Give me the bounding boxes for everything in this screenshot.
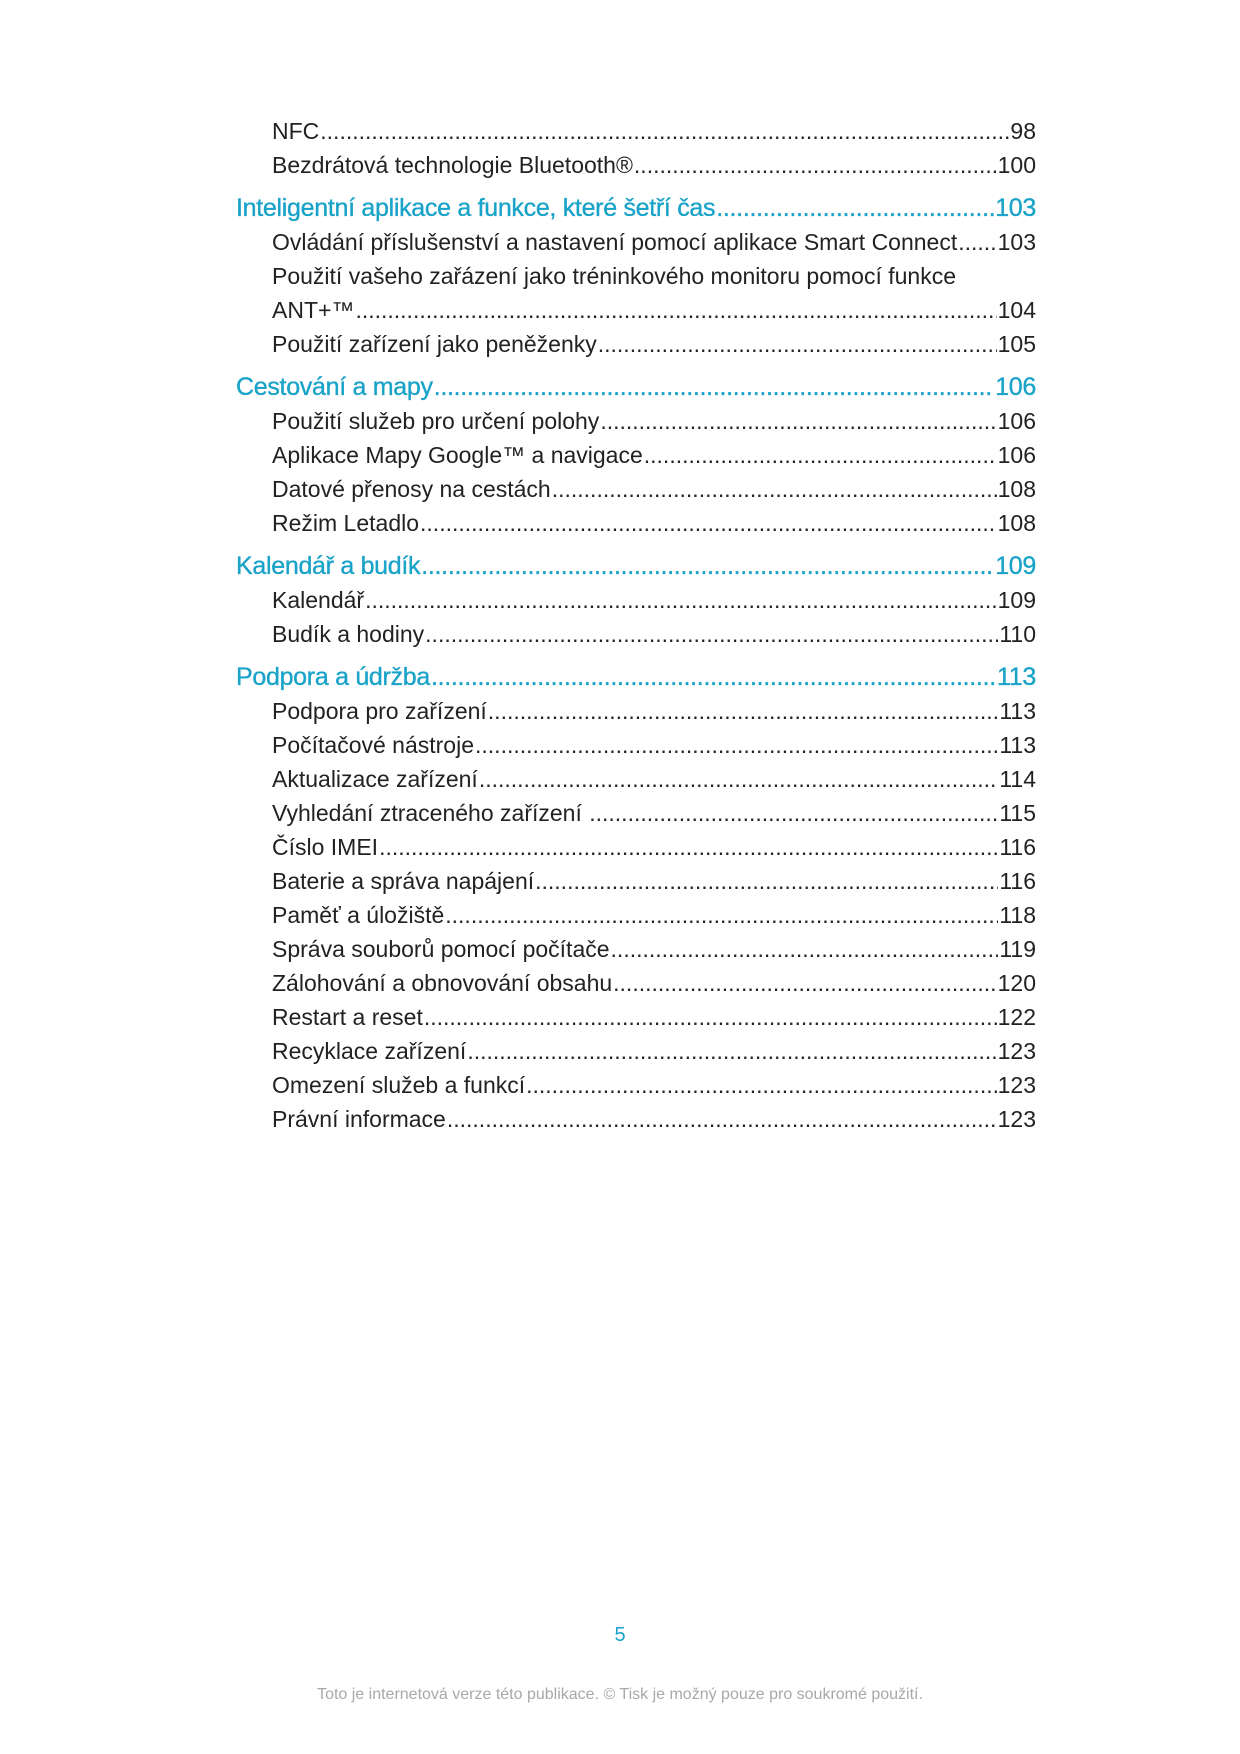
toc-chapter-page: 113 <box>997 663 1036 691</box>
dot-leader <box>488 694 999 728</box>
toc-entry[interactable] <box>236 694 1036 728</box>
dot-leader <box>365 583 997 617</box>
toc-entry-page: 122 <box>997 1004 1036 1030</box>
toc-entry-page: 104 <box>997 297 1036 323</box>
toc-chapter-page: 106 <box>995 373 1036 401</box>
dot-leader <box>958 225 996 259</box>
toc-entry-page: 113 <box>999 732 1036 758</box>
toc-entry-page: 110 <box>999 621 1036 647</box>
toc-entry-page: 106 <box>997 408 1036 434</box>
toc-entry[interactable] <box>236 404 1036 438</box>
toc-entry-title: Použití zařízení jako peněženky <box>272 331 597 357</box>
dot-leader <box>379 830 998 864</box>
toc-entry-page: 114 <box>999 766 1036 792</box>
toc-entry-page: 120 <box>997 970 1036 996</box>
toc-entry-title: Číslo IMEI <box>272 834 379 860</box>
toc-entry[interactable] <box>236 1068 1036 1102</box>
toc-entry-title: Recyklace zařízení <box>272 1038 467 1064</box>
toc-entry-page: 123 <box>997 1072 1036 1098</box>
toc-entry-page: 118 <box>999 902 1036 928</box>
toc-entry[interactable] <box>236 966 1036 1000</box>
toc-entry-page: 116 <box>999 834 1036 860</box>
dot-leader <box>420 506 997 540</box>
dot-leader <box>320 114 1009 148</box>
toc-entry-page: 98 <box>1010 118 1036 144</box>
toc-entry[interactable] <box>236 1034 1036 1068</box>
toc-chapter[interactable] <box>236 191 1036 225</box>
toc-entry-title: Ovládání příslušenství a nastavení pomocí aplikace Smart Connect <box>272 229 958 255</box>
toc-entry-title: Bezdrátová technologie Bluetooth® <box>272 152 633 178</box>
toc-entry-page: 108 <box>997 510 1036 536</box>
dot-leader <box>421 549 994 583</box>
toc-entry-page: 108 <box>997 476 1036 502</box>
dot-leader <box>589 796 998 830</box>
toc-entry[interactable] <box>236 932 1036 966</box>
toc-entry[interactable] <box>236 114 1036 148</box>
dot-leader <box>355 293 996 327</box>
toc-entry[interactable] <box>236 1102 1036 1136</box>
dot-leader <box>552 472 997 506</box>
toc-entry[interactable] <box>236 864 1036 898</box>
toc-chapter-title: Cestování a mapy <box>236 373 433 401</box>
toc-chapter-title: Inteligentní aplikace a funkce, které šetří čas <box>236 194 716 222</box>
toc-entry-title: NFC <box>272 118 320 144</box>
toc-entry-title: Aplikace Mapy Google™ a navigace <box>272 442 643 468</box>
toc-entry[interactable] <box>236 583 1036 617</box>
toc-entry-title: Paměť a úložiště <box>272 902 445 928</box>
toc-entry-multiline[interactable] <box>236 259 1036 327</box>
toc-entry-page: 116 <box>999 868 1036 894</box>
dot-leader <box>526 1068 997 1102</box>
toc-chapter[interactable] <box>236 660 1036 694</box>
toc-entry[interactable] <box>236 617 1036 651</box>
toc-entry-page: 123 <box>997 1106 1036 1132</box>
dot-leader <box>425 617 998 651</box>
dot-leader <box>600 404 996 438</box>
dot-leader <box>431 660 996 694</box>
toc-entry-title: Baterie a správa napájení <box>272 868 535 894</box>
toc-entry[interactable] <box>236 472 1036 506</box>
toc-entry-page: 100 <box>997 152 1036 178</box>
toc-entry-page: 106 <box>997 442 1036 468</box>
toc-entry-title: Podpora pro zařízení <box>272 698 487 724</box>
toc-entry-page: 115 <box>999 800 1036 826</box>
dot-leader <box>475 728 998 762</box>
dot-leader <box>479 762 999 796</box>
toc-entry[interactable] <box>236 327 1036 361</box>
toc-entry-title: Omezení služeb a funkcí <box>272 1072 526 1098</box>
toc-entry-title: Datové přenosy na cestách <box>272 476 551 502</box>
toc-entry-title: Správa souborů pomocí počítače <box>272 936 610 962</box>
dot-leader <box>535 864 998 898</box>
toc-entry-title: Restart a reset <box>272 1004 423 1030</box>
dot-leader <box>424 1000 997 1034</box>
toc-entry[interactable] <box>236 148 1036 182</box>
dot-leader <box>613 966 996 1000</box>
toc-entry[interactable] <box>236 830 1036 864</box>
toc-entry-title: Zálohování a obnovování obsahu <box>272 970 613 996</box>
toc-chapter[interactable] <box>236 549 1036 583</box>
page-number: 5 <box>614 1624 626 1646</box>
toc-entry-page: 103 <box>997 229 1036 255</box>
toc-entry[interactable] <box>236 898 1036 932</box>
toc-entry-title-line2: ANT+™ <box>272 297 355 323</box>
footer-note: Toto je internetová verze této publikace. © Tisk je možný pouze pro soukromé použití. <box>317 1686 923 1703</box>
toc-entry-title: Počítačové nástroje <box>272 732 475 758</box>
toc-entry-page: 119 <box>999 936 1036 962</box>
toc-chapter-page: 103 <box>995 194 1036 222</box>
toc-entry-title: Vyhledání ztraceného zařízení <box>272 800 589 826</box>
toc-entry-title: Kalendář <box>272 587 365 613</box>
toc-entry-page: 123 <box>997 1038 1036 1064</box>
toc-entry[interactable] <box>236 728 1036 762</box>
table-of-contents <box>236 114 1036 1136</box>
toc-entry[interactable] <box>236 796 1036 830</box>
toc-entry-title: Aktualizace zařízení <box>272 766 478 792</box>
dot-leader <box>634 148 997 182</box>
dot-leader <box>434 370 994 404</box>
toc-entry-title: Budík a hodiny <box>272 621 425 647</box>
toc-chapter-title: Podpora a údržba <box>236 663 430 691</box>
dot-leader <box>611 932 999 966</box>
toc-entry[interactable] <box>236 1000 1036 1034</box>
toc-entry-title: Použití služeb pro určení polohy <box>272 408 600 434</box>
toc-entry-title: Režim Letadlo <box>272 510 420 536</box>
toc-entry-title: Právní informace <box>272 1106 446 1132</box>
toc-entry[interactable] <box>236 438 1036 472</box>
dot-leader <box>716 191 994 225</box>
toc-entry-page: 113 <box>999 698 1036 724</box>
dot-leader <box>644 438 997 472</box>
dot-leader <box>447 1102 997 1136</box>
toc-entry-page: 109 <box>997 587 1036 613</box>
toc-chapter[interactable] <box>236 370 1036 404</box>
toc-entry-title-line1: Použití vašeho zařázení jako tréninkového monitoru pomocí funkce <box>272 263 956 289</box>
toc-chapter-page: 109 <box>995 552 1036 580</box>
toc-chapter-title: Kalendář a budík <box>236 552 421 580</box>
dot-leader <box>598 327 997 361</box>
toc-entry-page: 105 <box>997 331 1036 357</box>
dot-leader <box>467 1034 996 1068</box>
toc-entry[interactable] <box>236 762 1036 796</box>
toc-entry[interactable] <box>236 225 1036 259</box>
toc-entry[interactable] <box>236 506 1036 540</box>
dot-leader <box>445 898 998 932</box>
